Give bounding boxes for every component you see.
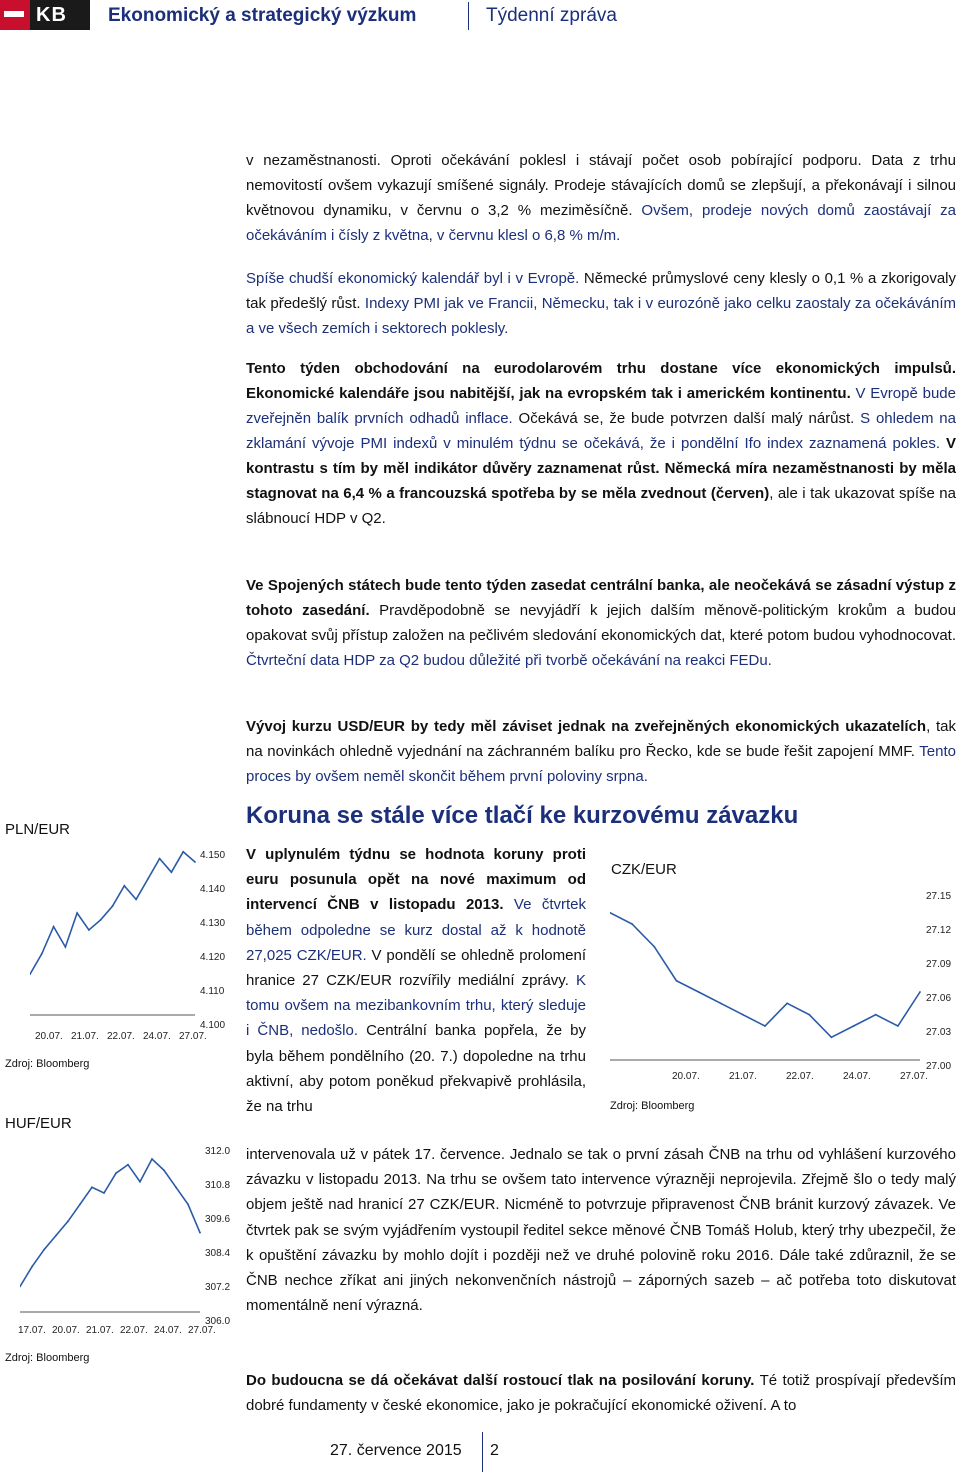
- pln-data-point: [53, 926, 55, 928]
- section-title: Koruna se stále více tlačí ke kurzovému závazku: [246, 802, 799, 829]
- pln-y-tick-label: 4.150: [200, 850, 226, 861]
- p5-bold: Vývoj kurzu USD/EUR by tedy měl záviset jednak na zveřejněných ekonomických ukazatelích: [246, 718, 927, 735]
- czk-y-tick-label: 27.12: [926, 925, 952, 936]
- czk-data-point: [786, 1002, 788, 1004]
- czk-data-point: [853, 1025, 855, 1027]
- paragraph-koruna-left: [246, 842, 586, 1119]
- huf-x-tick-label: 22.07.: [120, 1325, 148, 1336]
- czk-x-tick-label: 21.07.: [729, 1071, 757, 1082]
- pln-y-tick-label: 4.120: [200, 952, 226, 963]
- pln-data-point: [88, 929, 90, 931]
- huf-x-tick-label: 27.07.: [188, 1325, 216, 1336]
- huf-data-point: [151, 1158, 153, 1160]
- huf-data-point: [115, 1172, 117, 1174]
- czk-data-point: [875, 1014, 877, 1016]
- p7-text: Té totiž prospívají především dobré fundamenty v české ekonomice, jako je pokračující ekonomické oživení. A to: [246, 1372, 956, 1414]
- czk-y-tick-label: 27.03: [926, 1027, 952, 1038]
- pln-data-point: [159, 858, 161, 860]
- pln-y-tick-label: 4.100: [200, 1020, 226, 1031]
- p6-text-4: Centrální banka popřela, že by byla během pondělního (20. 7.) dopoledne na trhu aktivní, aby potom poněkud překvapivě prohlásila, že na trhu: [246, 1022, 586, 1116]
- czk-y-tick-label: 27.15: [926, 891, 952, 902]
- paragraph-us-data: [246, 148, 956, 248]
- huf-data-point: [79, 1203, 81, 1205]
- pln-x-tick-label: 21.07.: [71, 1031, 99, 1042]
- footer-divider: [482, 1432, 483, 1472]
- czk-data-point: [764, 1025, 766, 1027]
- czk-data-point: [631, 923, 633, 925]
- p6-bold: V uplynulém týdnu se hodnota koruny proti euru posunula opět na nové maximum od intervencí ČNB v listopadu 2013.: [246, 846, 586, 914]
- pln-data-point: [171, 871, 173, 873]
- czk-series-line: [610, 913, 920, 1038]
- page-header: [0, 0, 960, 32]
- pln-data-point: [182, 851, 184, 853]
- p1-text-b: Ovšem, prodeje nových domů zaostávají za očekáváním i čísly z května, v červnu klesl o 6,8 % m/m.: [246, 202, 956, 244]
- huf-data-point: [175, 1186, 177, 1188]
- header-divider: [468, 2, 469, 30]
- czk-x-tick-label: 24.07.: [843, 1071, 871, 1082]
- huf-data-point: [139, 1181, 141, 1183]
- pln-data-point: [147, 878, 149, 880]
- huf-data-point: [187, 1203, 189, 1205]
- huf-y-tick-label: 306.0: [205, 1316, 231, 1327]
- paragraph-koruna-outlook: [246, 1368, 956, 1418]
- pln-series-line: [30, 852, 195, 974]
- huf-x-tick-label: 17.07.: [18, 1325, 46, 1336]
- p5-text-1: , tak na novinkách ohledně vyjednání na záchranném balíku pro Řecko, kde se bude řešit zapojení MMF.: [246, 718, 956, 760]
- huf-chart: [20, 1142, 205, 1322]
- czk-x-tick-label: 20.07.: [672, 1071, 700, 1082]
- huf-data-point: [67, 1220, 69, 1222]
- p3-bold-1: Tento týden obchodování na eurodolarovém trhu dostane více ekonomických impulsů. Ekonomické kalendáře jsou nabitější, jak na evropském tak i americkém kontinentu.: [246, 360, 956, 402]
- footer-page-number: 2: [490, 1442, 499, 1459]
- p7-bold: Do budoucna se dá očekávat další rostoucí tlak na posilování koruny.: [246, 1372, 755, 1389]
- p6-text-1: Ve čtvrtek během odpoledne se kurz dostal až k hodnotě 27,025 CZK/EUR.: [246, 896, 587, 964]
- pln-y-tick-label: 4.110: [200, 986, 225, 997]
- czk-data-point: [720, 1002, 722, 1004]
- czk-data-point: [831, 1036, 833, 1038]
- czk-y-tick-label: 27.00: [926, 1061, 952, 1072]
- header-subtitle: Týdenní zpráva: [486, 5, 617, 26]
- pln-chart-title: PLN/EUR: [5, 821, 71, 838]
- pln-y-tick-label: 4.140: [200, 884, 226, 895]
- czk-chart-title: CZK/EUR: [611, 861, 677, 878]
- pln-x-tick-label: 27.07.: [179, 1031, 207, 1042]
- p3-text-1: V Evropě bude zveřejněn balík prvních odhadů inflace.: [246, 385, 956, 427]
- p2-text-c: Indexy PMI jak ve Francii, Německu, tak i v eurozóně jako celku zaostaly za očekáváním a ve všech zemích i sektorech poklesly.: [246, 295, 956, 337]
- pln-x-tick-label: 22.07.: [107, 1031, 135, 1042]
- pln-data-point: [41, 953, 43, 955]
- pln-x-tick-label: 24.07.: [143, 1031, 171, 1042]
- pln-data-point: [135, 899, 137, 901]
- huf-x-tick-label: 20.07.: [52, 1325, 80, 1336]
- huf-y-tick-label: 307.2: [205, 1282, 231, 1293]
- kb-logo-text: KB: [36, 4, 67, 26]
- huf-chart-source: Zdroj: Bloomberg: [5, 1352, 90, 1364]
- pln-chart: [30, 845, 200, 1025]
- czk-y-tick-label: 27.06: [926, 993, 952, 1004]
- pln-data-point: [100, 919, 102, 921]
- kb-logo: [0, 0, 90, 30]
- header-title: Ekonomický a strategický výzkum: [108, 5, 417, 26]
- paragraph-eurodollar-week: [246, 356, 956, 531]
- pln-data-point: [112, 905, 114, 907]
- paragraph-koruna-continued: intervenovala už v pátek 17. července. Jednalo se tak o první zásah ČNB na trhu od vyhlášení kurzového závazku v listopadu 2013. Na trhu se ovšem tato intervence výrazněji neprojevila. Zřejmě šlo o tedy malý objem ještě nad hranicí 27 CZK/EUR. Nicméně to potvrzuje připravenost ČNB bránit kurzový závazek. Ve čtvrtek pak se svým vyjádřením vystoupil ředitel sekce měnové ČNB Tomáš Holub, který trhy ubezpečil, že k opuštění závazku by mohlo dojít i později než ve druhé polovině roku 2016. Dále také zdůraznil, že se ČNB nechce zříkat ani jiných nekonvenčních nástrojů – záporných sazeb – ač potřeba toto diskutovat momentálně není výrazná.: [246, 1146, 956, 1315]
- czk-data-point: [919, 991, 921, 993]
- czk-data-point: [676, 980, 678, 982]
- kb-logo-mark: [0, 0, 30, 30]
- p5-text-2: Tento proces by ovšem neměl skončit během první poloviny srpna.: [246, 743, 956, 785]
- p4-text-1: Pravděpodobně se nevyjádří k jejich dalším měnově-politickým krokům a budou opakovat svůj přístup založen na pečlivém sledování ekonomických dat, které potom budou vyhodnocovat.: [246, 602, 956, 644]
- paragraph-fed-meeting: [246, 573, 956, 673]
- huf-y-tick-label: 310.8: [205, 1180, 231, 1191]
- pln-chart-source: Zdroj: Bloomberg: [5, 1058, 90, 1070]
- p6-text-2: V pondělí se ohledně prolomení hranice 27 CZK/EUR rozvířily mediální zprávy.: [246, 946, 586, 990]
- huf-data-point: [43, 1249, 45, 1251]
- p6-text-3: K tomu ovšem na mezibankovním trhu, který sleduje i ČNB, nedošlo.: [246, 972, 586, 1040]
- p3-text-2: Očekává se, že bude potvrzen další malý nárůst.: [518, 410, 861, 427]
- huf-y-tick-label: 308.4: [205, 1248, 231, 1259]
- huf-x-tick-label: 21.07.: [86, 1325, 114, 1336]
- czk-data-point: [742, 1014, 744, 1016]
- p4-bold: Ve Spojených státech bude tento týden zasedat centrální banka, ale neočekává se zásadní výstup z tohoto zasedání.: [246, 577, 956, 619]
- p3-text-4: , ale i tak ukazovat spíše na slábnoucí HDP v Q2.: [246, 485, 956, 527]
- pln-x-tick-label: 20.07.: [35, 1031, 63, 1042]
- huf-data-point: [103, 1192, 105, 1194]
- huf-series-line: [20, 1159, 200, 1287]
- huf-y-tick-label: 309.6: [205, 1214, 231, 1225]
- czk-chart: [610, 890, 930, 1070]
- huf-data-point: [91, 1186, 93, 1188]
- huf-data-point: [55, 1235, 57, 1237]
- czk-x-tick-label: 22.07.: [786, 1071, 814, 1082]
- czk-data-point: [653, 946, 655, 948]
- pln-data-point: [64, 946, 66, 948]
- huf-x-tick-label: 24.07.: [154, 1325, 182, 1336]
- pln-data-point: [194, 861, 196, 863]
- czk-data-point: [698, 991, 700, 993]
- p4-text-2: Čtvrteční data HDP za Q2 budou důležité při tvorbě očekávání na reakci FEDu.: [246, 652, 772, 669]
- czk-data-point: [808, 1014, 810, 1016]
- huf-data-point: [127, 1164, 129, 1166]
- footer-date: 27. července 2015: [330, 1442, 462, 1459]
- huf-data-point: [163, 1169, 165, 1171]
- pln-y-tick-label: 4.130: [200, 918, 226, 929]
- p1-text-a: v nezaměstnanosti. Oproti očekávání poklesl i stávají počet osob pobírající podporu. Data z trhu nemovitostí ovšem vykazují smíšené signály. Prodeje stávajících domů se zlepšují, a překonávají i silnou květnovou dynamiku, v červnu o 3,2 % meziměsíčně.: [246, 152, 956, 219]
- paragraph-usd-eur-outlook: [246, 714, 956, 789]
- p3-bold-2: V kontrastu s tím by měl indikátor důvěry zaznamenat růst. Německá míra nezaměstnanosti by měla stagnovat na 6,4 % a francouzská spotřeba by se měla zvednout (červen): [246, 435, 956, 502]
- czk-data-point: [897, 1025, 899, 1027]
- p3-text-3: S ohledem na zklamání vývoje PMI indexů v minulém týdnu se očekává, že i pondělní Ifo index zaznamená pokles.: [246, 410, 956, 452]
- huf-y-tick-label: 312.0: [205, 1146, 231, 1157]
- pln-data-point: [123, 885, 125, 887]
- pln-data-point: [76, 912, 78, 914]
- huf-data-point: [31, 1266, 33, 1268]
- p2-text-a: Spíše chudší ekonomický kalendář byl i v Evropě.: [246, 270, 584, 287]
- czk-y-tick-label: 27.09: [926, 959, 952, 970]
- czk-x-tick-label: 27.07.: [900, 1071, 928, 1082]
- p2-text-b: Německé průmyslové ceny klesly o 0,1 % a zkorigovaly tak předešlý růst.: [246, 270, 956, 312]
- paragraph-europe-calendar: [246, 266, 956, 341]
- czk-chart-source: Zdroj: Bloomberg: [610, 1100, 695, 1112]
- huf-data-point: [199, 1232, 201, 1234]
- huf-chart-title: HUF/EUR: [5, 1115, 72, 1132]
